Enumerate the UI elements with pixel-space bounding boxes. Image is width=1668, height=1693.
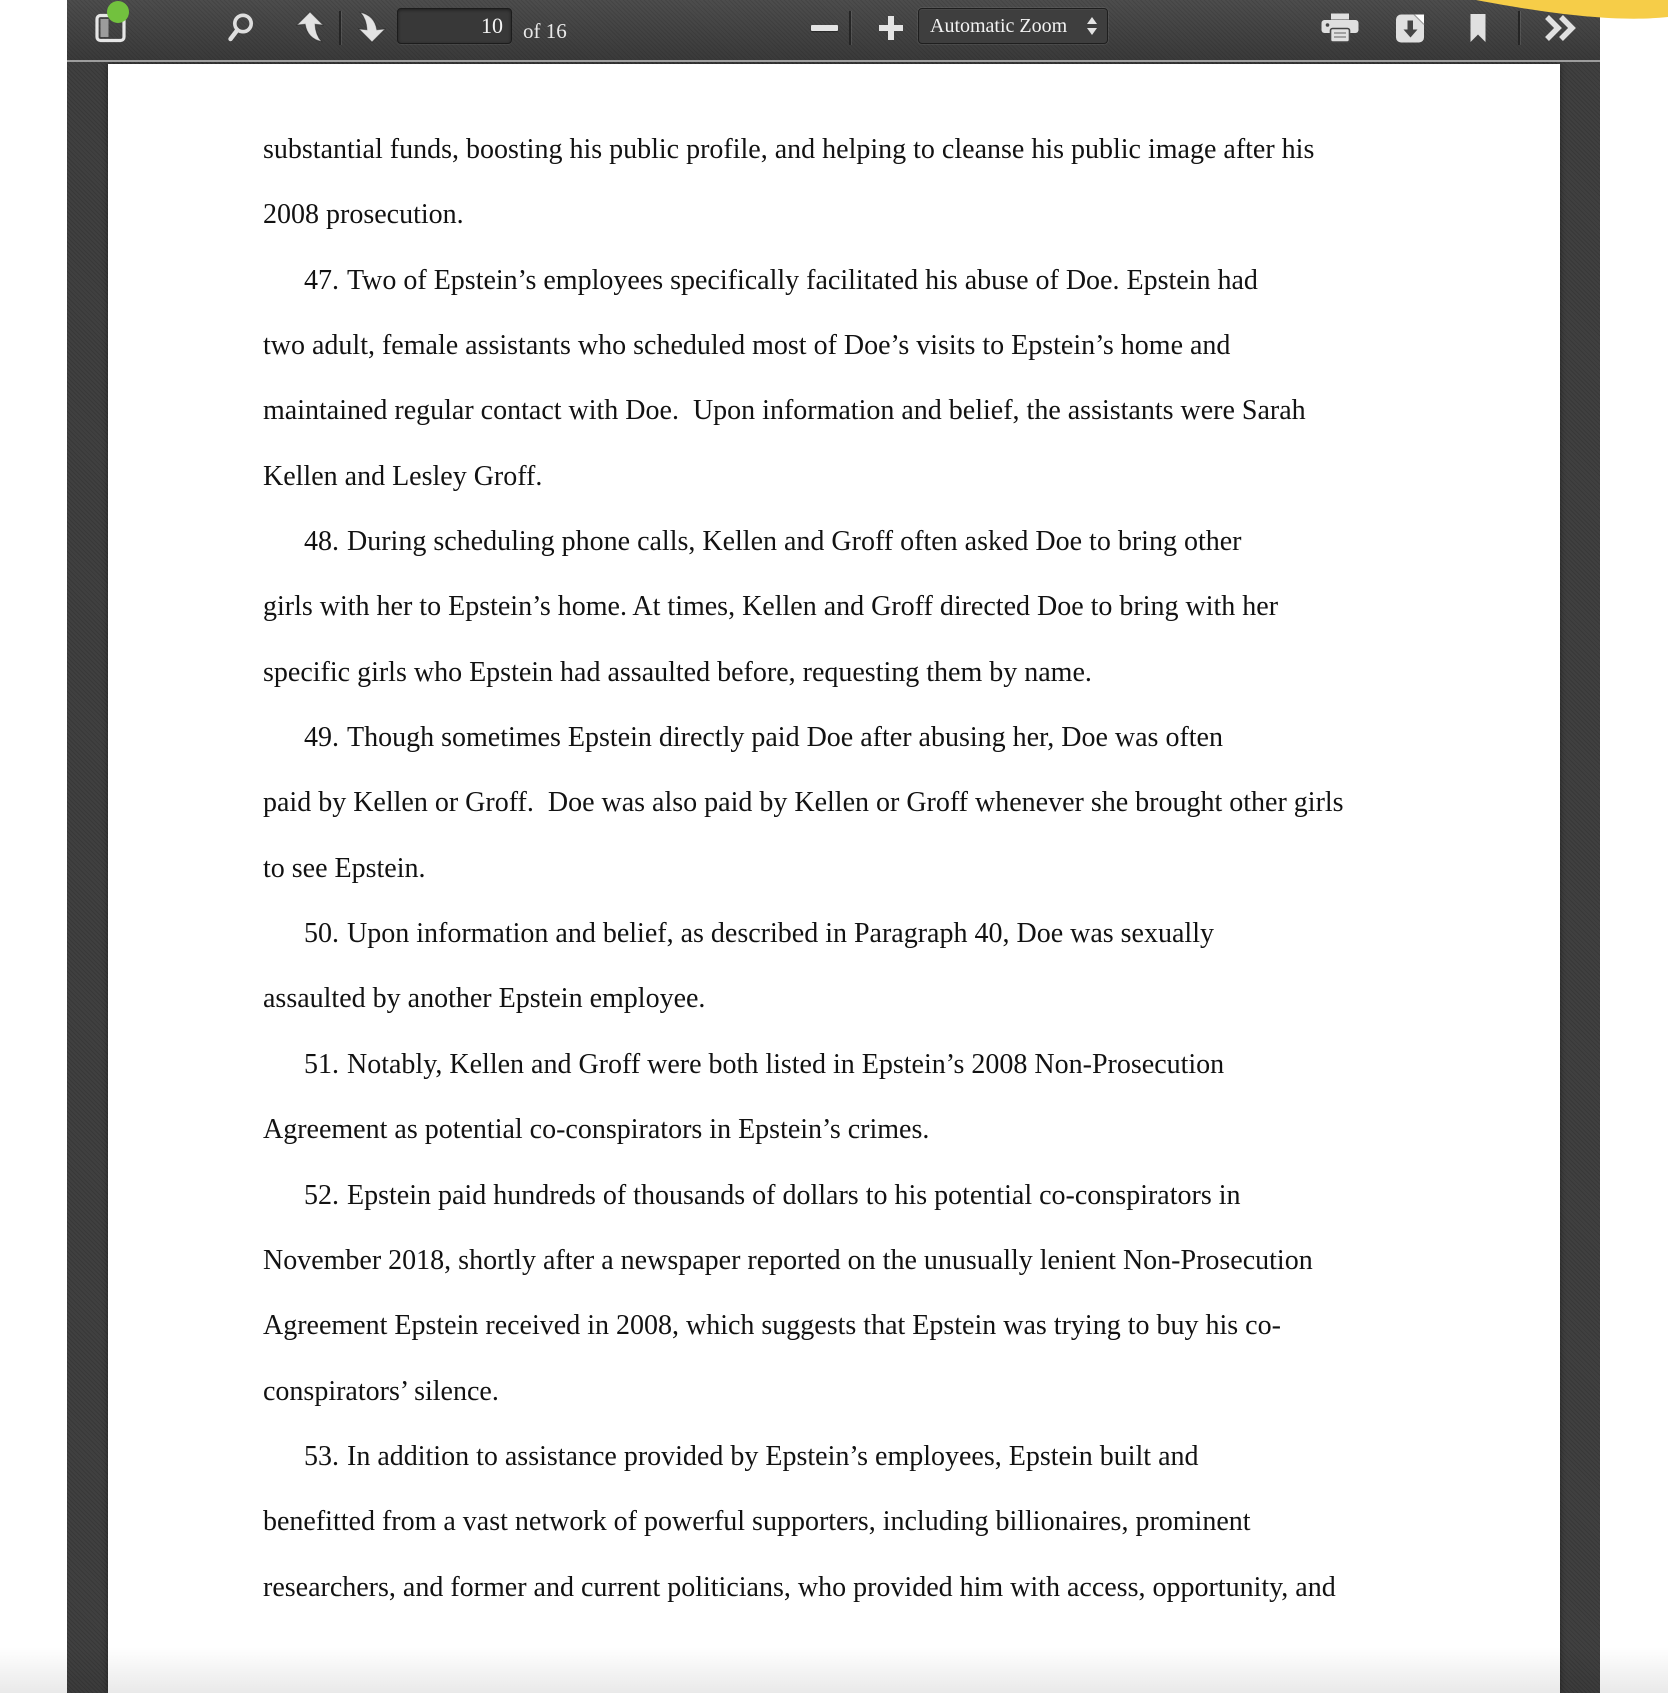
text-line-body: In addition to assistance provided by Epstein’s employees, Epstein built and bbox=[347, 1440, 1199, 1472]
text-line bbox=[263, 1424, 1363, 1489]
text-line: specific girls who Epstein had assaulted before, requesting them by name. bbox=[263, 656, 1092, 688]
zoom-in-icon bbox=[876, 13, 906, 43]
pdf-page bbox=[108, 64, 1560, 1693]
text-line-body: Though sometimes Epstein directly paid Doe after abusing her, Doe was often bbox=[347, 722, 1223, 754]
text-line-body: During scheduling phone calls, Kellen and Groff often asked Doe to bring other bbox=[347, 526, 1242, 558]
text-line-body: Notably, Kellen and Groff were both listed in Epstein’s 2008 Non-Prosecution bbox=[347, 1048, 1225, 1080]
paragraph-number: 53. bbox=[304, 1440, 339, 1472]
text-line: benefitted from a vast network of powerful supporters, including billionaires, prominent bbox=[263, 1506, 1251, 1538]
text-line: assaulted by another Epstein employee. bbox=[263, 983, 706, 1015]
paragraph-number: 51. bbox=[304, 1048, 339, 1080]
download-icon bbox=[1393, 11, 1427, 45]
paragraph-number: 49. bbox=[304, 722, 339, 754]
text-line bbox=[263, 248, 1363, 313]
print-button[interactable] bbox=[1318, 7, 1362, 49]
toolbar-separator bbox=[849, 11, 851, 45]
text-line-body: Upon information and belief, as described in Paragraph 40, Doe was sexually bbox=[347, 918, 1214, 950]
text-line: Agreement Epstein received in 2008, which suggests that Epstein was trying to buy his co- bbox=[263, 1310, 1281, 1342]
toolbar-separator bbox=[1518, 11, 1520, 45]
search-button[interactable] bbox=[219, 7, 263, 49]
page-up-icon bbox=[293, 10, 329, 46]
zoom-in-button[interactable] bbox=[869, 7, 913, 49]
print-icon bbox=[1320, 12, 1360, 44]
text-line: Agreement as potential co-conspirators in Epstein’s crimes. bbox=[263, 1114, 930, 1146]
text-line bbox=[263, 901, 1363, 966]
toolbar-separator bbox=[339, 11, 341, 45]
text-line: two adult, female assistants who scheduled most of Doe’s visits to Epstein’s home and bbox=[263, 330, 1231, 362]
text-line: girls with her to Epstein’s home. At times, Kellen and Groff directed Doe to bring with her bbox=[263, 591, 1279, 623]
new-indicator-dot bbox=[107, 1, 129, 23]
download-button[interactable] bbox=[1388, 7, 1432, 49]
text-line: researchers, and former and current politicians, who provided him with access, opportunity, and bbox=[263, 1571, 1336, 1603]
paragraph-number: 50. bbox=[304, 918, 339, 950]
document-text bbox=[263, 117, 1363, 1620]
zoom-out-button[interactable] bbox=[802, 7, 846, 49]
search-icon bbox=[226, 11, 256, 45]
text-line bbox=[263, 705, 1363, 770]
text-line-body: Two of Epstein’s employees specifically facilitated his abuse of Doe. Epstein had bbox=[347, 264, 1258, 296]
text-line bbox=[263, 509, 1363, 574]
next-page-button[interactable] bbox=[350, 7, 394, 49]
text-line: November 2018, shortly after a newspaper reported on the unusually lenient Non-Prosecution bbox=[263, 1244, 1313, 1276]
bookmark-button[interactable] bbox=[1456, 7, 1500, 49]
zoom-select-value: Automatic Zoom bbox=[930, 15, 1068, 37]
more-tools-button[interactable] bbox=[1538, 7, 1582, 49]
paragraph-number: 47. bbox=[304, 264, 339, 296]
bookmark-icon bbox=[1467, 13, 1489, 43]
sidebar-toggle-button[interactable] bbox=[89, 7, 133, 49]
zoom-select[interactable] bbox=[918, 8, 1108, 44]
select-updown-icon bbox=[1087, 17, 1098, 35]
zoom-out-icon bbox=[811, 25, 838, 31]
pdf-toolbar bbox=[67, 0, 1600, 62]
text-line-body: Epstein paid hundreds of thousands of dollars to his potential co-conspirators in bbox=[347, 1179, 1241, 1211]
previous-page-button[interactable] bbox=[289, 7, 333, 49]
page-count-label: of 16 bbox=[523, 19, 567, 43]
paragraph-number: 52. bbox=[304, 1179, 339, 1211]
paragraph-number: 48. bbox=[304, 526, 339, 558]
page-number-input[interactable] bbox=[397, 8, 512, 44]
text-line: maintained regular contact with Doe. Upon information and belief, the assistants were Sarah bbox=[263, 395, 1306, 427]
page-down-icon bbox=[354, 10, 390, 46]
text-line: Kellen and Lesley Groff. bbox=[263, 460, 543, 492]
text-line: conspirators’ silence. bbox=[263, 1375, 499, 1407]
text-line: substantial funds, boosting his public profile, and helping to cleanse his public image after his bbox=[263, 134, 1315, 165]
pdf-viewer bbox=[67, 0, 1600, 1693]
text-line bbox=[263, 1163, 1363, 1228]
text-line: 2008 prosecution. bbox=[263, 199, 464, 231]
text-line: paid by Kellen or Groff. Doe was also paid by Kellen or Groff whenever she brought other girls bbox=[263, 787, 1344, 819]
text-line bbox=[263, 1032, 1363, 1097]
more-tools-icon bbox=[1543, 14, 1577, 42]
text-line: to see Epstein. bbox=[263, 852, 426, 884]
